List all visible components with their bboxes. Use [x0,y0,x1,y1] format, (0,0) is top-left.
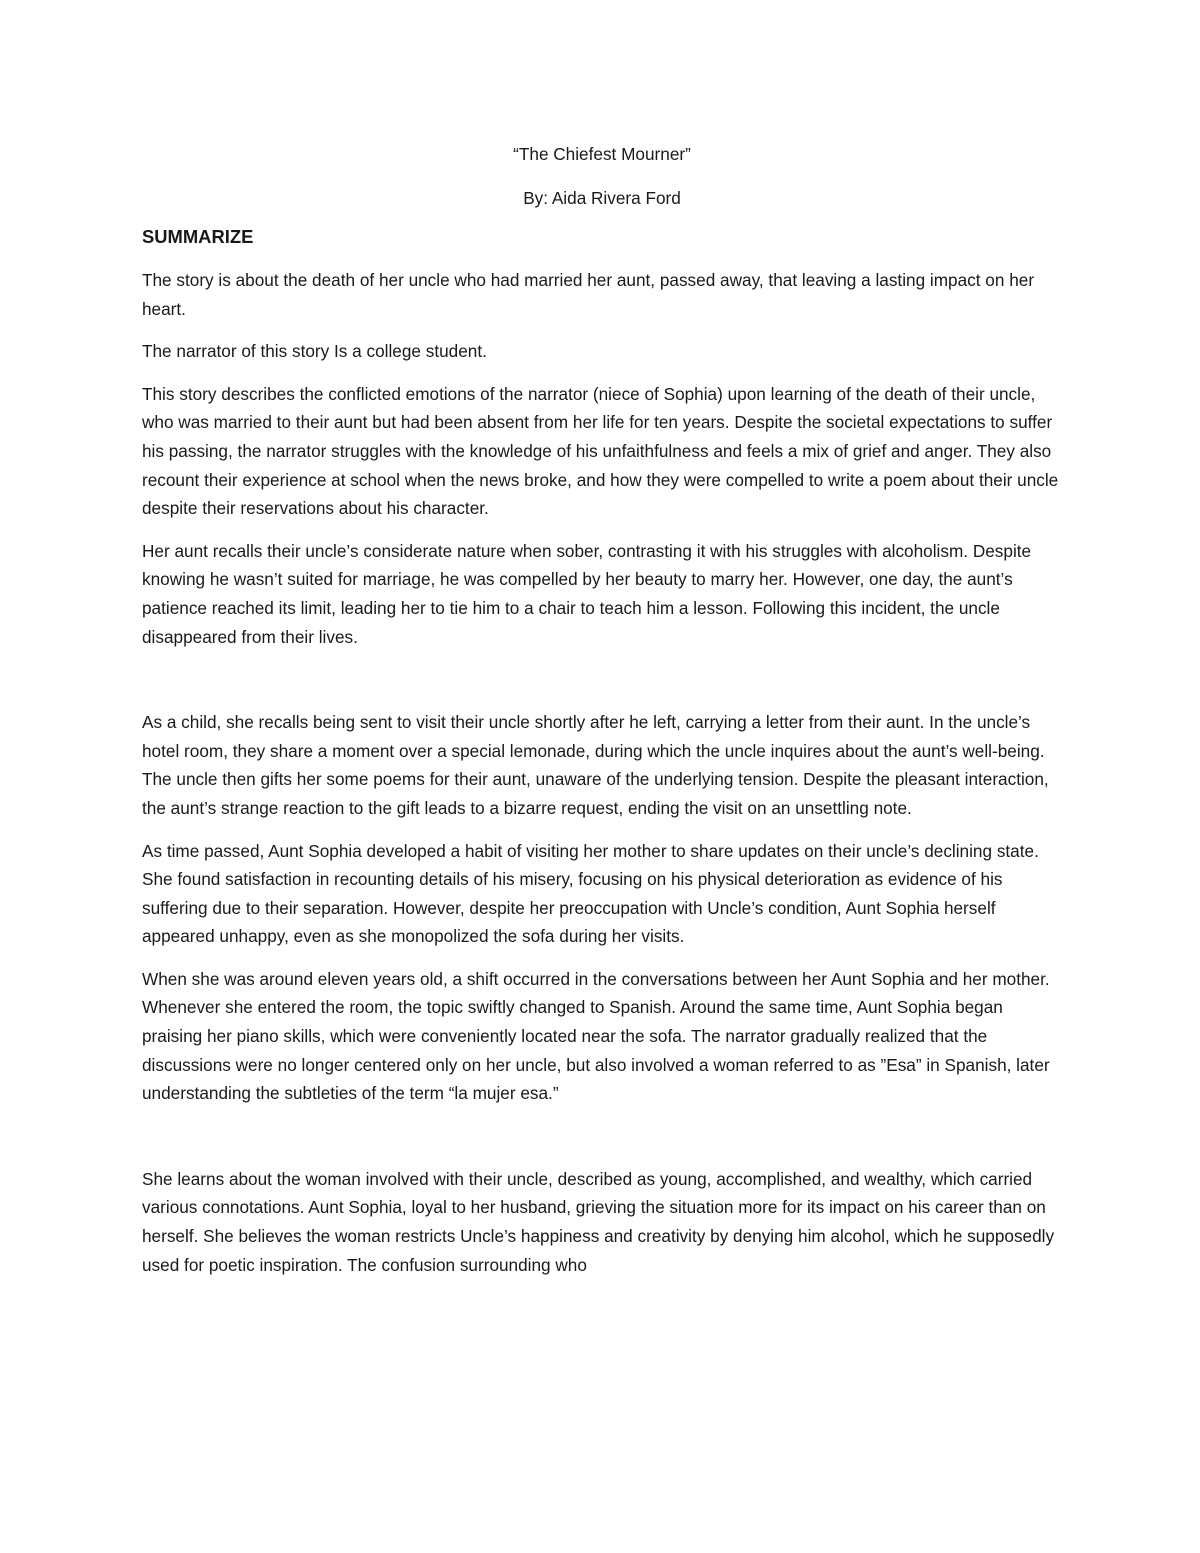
blank-line [142,665,1062,708]
paragraph-8: She learns about the woman involved with their uncle, described as young, accomplished, and wealthy, which carried various connotations. Aunt Sophia, loyal to her husband, grieving the situation more for its impact on his career than on herself. She believes the woman restricts Uncle’s happiness and creativity by denying him alcohol, which he supposedly used for poetic inspiration. The confusion surrounding who [142,1168,1055,1275]
document-byline: By: Aida Rivera Ford [523,188,681,208]
document-body [142,140,1062,1293]
paragraph-5: As a child, she recalls being sent to visit their uncle shortly after he left, carrying a letter from their aunt. In the uncle’s hotel room, they share a moment over a special lemonade, during which the uncle inquires about the aunt’s well-being. The uncle then gifts her some poems for their aunt, unaware of the underlying tension. Despite the pleasant interaction, the aunt’s strange reaction to the gift leads to a bizarre request, ending the visit on an unsettling note. [142,712,1049,818]
paragraph-1: The story is about the death of her uncle who had married her aunt, passed away, that leaving a lasting impact on her heart. [142,270,1035,319]
section-heading: SUMMARIZE [142,226,254,247]
blank-line [142,1122,1062,1165]
paragraph-3: This story describes the conflicted emotions of the narrator (niece of Sophia) upon learning of the death of their uncle, who was married to their aunt but had been absent from her life for ten years. Despite the societal expectations to suffer his passing, the narrator struggles with the knowledge of his unfaithfulness and feels a mix of grief and anger. They also recount their experience at school when the news broke, and how they were compelled to write a poem about their uncle despite their reservations about his character. [142,383,1059,519]
document-title: “The Chiefest Mourner” [513,144,691,164]
paragraph-4: Her aunt recalls their uncle’s considerate nature when sober, contrasting it with his struggles with alcoholism. Despite knowing he wasn’t suited for marriage, he was compelled by her beauty to marry her. However, one day, the aunt’s patience reached its limit, leading her to tie him to a chair to teach him a lesson. Following this incident, the uncle disappeared from their lives. [142,540,1032,647]
paragraph-2: The narrator of this story Is a college student. [142,341,487,362]
paragraph-7: When she was around eleven years old, a shift occurred in the conversations between her Aunt Sophia and her mother. Whenever she entered the room, the topic swiftly changed to Spanish. Around the same time, Aunt Sophia began praising her piano skills, which were conveniently located near the sofa. The narrator gradually realized that the discussions were no longer centered only on her uncle, but also involved a woman referred to as ”Esa” in Spanish, later understanding the subtleties of the term “la mujer esa.” [142,968,1050,1104]
paragraph-6: As time passed, Aunt Sophia developed a habit of visiting her mother to share updates on their uncle’s declining state. She found satisfaction in recounting details of his misery, focusing on his physical deterioration as evidence of his suffering due to their separation. However, despite her preoccupation with Uncle’s condition, Aunt Sophia herself appeared unhappy, even as she monopolized the sofa during her visits. [142,840,1039,947]
